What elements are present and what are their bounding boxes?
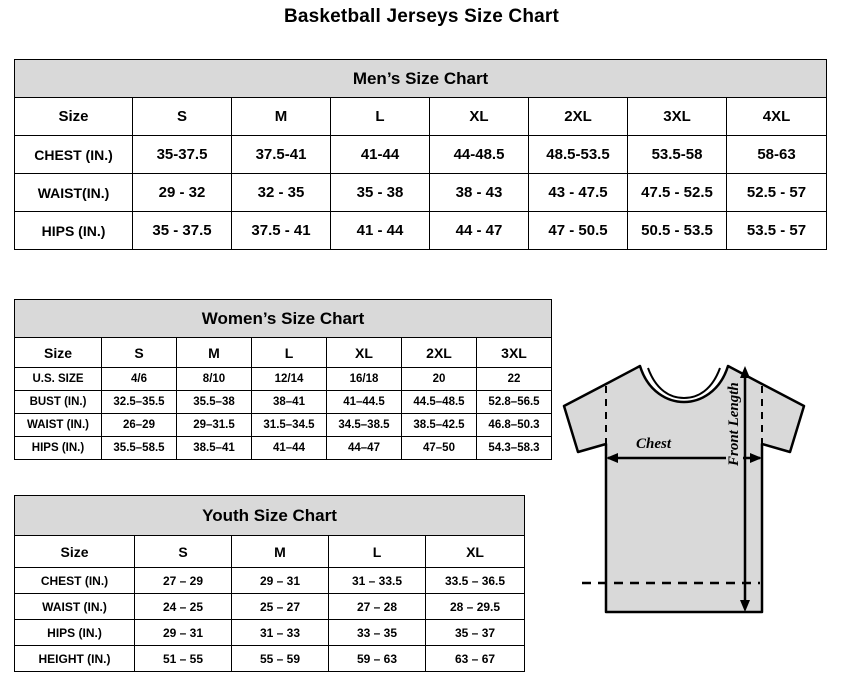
youth-header-cell: XL	[426, 536, 525, 568]
table-cell: 38–41	[252, 391, 327, 414]
table-cell: 32.5–35.5	[102, 391, 177, 414]
mens-chart-caption: Men’s Size Chart	[15, 60, 827, 98]
table-cell: 28 – 29.5	[426, 594, 525, 620]
row-label: HEIGHT (IN.)	[15, 646, 135, 672]
womens-header-cell: M	[177, 338, 252, 368]
table-cell: 31 – 33	[232, 620, 329, 646]
mens-header-cell: S	[133, 98, 232, 136]
table-cell: 26–29	[102, 414, 177, 437]
table-row	[15, 646, 525, 672]
row-label: CHEST (IN.)	[15, 136, 133, 174]
table-cell: 44–47	[327, 437, 402, 460]
table-cell: 43 - 47.5	[529, 174, 628, 212]
womens-header-cell: L	[252, 338, 327, 368]
row-label: HIPS (IN.)	[15, 437, 102, 460]
table-cell: 50.5 - 53.5	[628, 212, 727, 250]
table-cell: 16/18	[327, 368, 402, 391]
table-cell: 35 - 38	[331, 174, 430, 212]
table-cell: 46.8–50.3	[477, 414, 552, 437]
womens-header-cell: Size	[15, 338, 102, 368]
table-cell: 44.5–48.5	[402, 391, 477, 414]
mens-header-row	[15, 98, 827, 136]
table-cell: 38.5–42.5	[402, 414, 477, 437]
youth-header-cell: Size	[15, 536, 135, 568]
table-cell: 41 - 44	[331, 212, 430, 250]
mens-header-cell: M	[232, 98, 331, 136]
youth-header-cell: S	[135, 536, 232, 568]
table-cell: 29–31.5	[177, 414, 252, 437]
youth-header-row	[15, 536, 525, 568]
row-label: HIPS (IN.)	[15, 212, 133, 250]
table-cell: 24 – 25	[135, 594, 232, 620]
table-cell: 33 – 35	[329, 620, 426, 646]
table-cell: 33.5 – 36.5	[426, 568, 525, 594]
front-length-measure-label: Front Length	[726, 382, 742, 466]
table-row	[15, 437, 552, 460]
table-cell: 47.5 - 52.5	[628, 174, 727, 212]
table-cell: 25 – 27	[232, 594, 329, 620]
mens-header-cell: L	[331, 98, 430, 136]
table-cell: 29 – 31	[232, 568, 329, 594]
table-cell: 44 - 47	[430, 212, 529, 250]
table-cell: 47–50	[402, 437, 477, 460]
table-cell: 35.5–38	[177, 391, 252, 414]
table-cell: 54.3–58.3	[477, 437, 552, 460]
table-cell: 41–44	[252, 437, 327, 460]
table-cell: 38 - 43	[430, 174, 529, 212]
mens-header-cell: XL	[430, 98, 529, 136]
table-cell: 31.5–34.5	[252, 414, 327, 437]
row-label: WAIST (IN.)	[15, 414, 102, 437]
table-cell: 35 - 37.5	[133, 212, 232, 250]
table-cell: 58-63	[727, 136, 827, 174]
chest-measure-label: Chest	[636, 436, 672, 452]
table-row	[15, 174, 827, 212]
row-label: BUST (IN.)	[15, 391, 102, 414]
table-cell: 53.5 - 57	[727, 212, 827, 250]
table-cell: 20	[402, 368, 477, 391]
table-cell: 35-37.5	[133, 136, 232, 174]
mens-header-cell: 3XL	[628, 98, 727, 136]
table-cell: 27 – 29	[135, 568, 232, 594]
table-row	[15, 212, 827, 250]
table-cell: 29 - 32	[133, 174, 232, 212]
womens-header-row	[15, 338, 552, 368]
table-row	[15, 136, 827, 174]
youth-size-chart-table	[14, 495, 525, 672]
table-row	[15, 414, 552, 437]
table-cell: 59 – 63	[329, 646, 426, 672]
table-cell: 52.5 - 57	[727, 174, 827, 212]
table-cell: 35.5–58.5	[102, 437, 177, 460]
mens-header-cell: 4XL	[727, 98, 827, 136]
table-cell: 8/10	[177, 368, 252, 391]
table-cell: 51 – 55	[135, 646, 232, 672]
table-cell: 47 - 50.5	[529, 212, 628, 250]
table-cell: 44-48.5	[430, 136, 529, 174]
table-cell: 41–44.5	[327, 391, 402, 414]
table-cell: 52.8–56.5	[477, 391, 552, 414]
table-row	[15, 620, 525, 646]
row-label: CHEST (IN.)	[15, 568, 135, 594]
table-row	[15, 391, 552, 414]
table-row	[15, 594, 525, 620]
table-cell: 37.5-41	[232, 136, 331, 174]
table-cell: 63 – 67	[426, 646, 525, 672]
womens-size-chart-table	[14, 299, 552, 460]
table-cell: 35 – 37	[426, 620, 525, 646]
table-cell: 55 – 59	[232, 646, 329, 672]
womens-header-cell: S	[102, 338, 177, 368]
womens-header-cell: 2XL	[402, 338, 477, 368]
table-cell: 22	[477, 368, 552, 391]
mens-header-cell: 2XL	[529, 98, 628, 136]
table-cell: 27 – 28	[329, 594, 426, 620]
table-cell: 37.5 - 41	[232, 212, 331, 250]
table-cell: 32 - 35	[232, 174, 331, 212]
table-cell: 12/14	[252, 368, 327, 391]
table-cell: 34.5–38.5	[327, 414, 402, 437]
page-title: Basketball Jerseys Size Chart	[283, 6, 560, 27]
womens-header-cell: XL	[327, 338, 402, 368]
row-label: HIPS (IN.)	[15, 620, 135, 646]
table-cell: 48.5-53.5	[529, 136, 628, 174]
jersey-illustration-icon	[548, 340, 834, 670]
youth-header-cell: L	[329, 536, 426, 568]
mens-header-cell: Size	[15, 98, 133, 136]
table-cell: 41-44	[331, 136, 430, 174]
row-label: U.S. SIZE	[15, 368, 102, 391]
womens-header-cell: 3XL	[477, 338, 552, 368]
table-cell: 31 – 33.5	[329, 568, 426, 594]
row-label: WAIST(IN.)	[15, 174, 133, 212]
womens-chart-caption: Women’s Size Chart	[15, 300, 552, 338]
table-cell: 38.5–41	[177, 437, 252, 460]
youth-header-cell: M	[232, 536, 329, 568]
table-cell: 29 – 31	[135, 620, 232, 646]
row-label: WAIST (IN.)	[15, 594, 135, 620]
table-row	[15, 368, 552, 391]
youth-chart-caption: Youth Size Chart	[15, 496, 525, 536]
mens-size-chart-table	[14, 59, 827, 250]
table-row	[15, 568, 525, 594]
table-cell: 4/6	[102, 368, 177, 391]
table-cell: 53.5-58	[628, 136, 727, 174]
shirt-measurement-diagram	[548, 340, 834, 670]
